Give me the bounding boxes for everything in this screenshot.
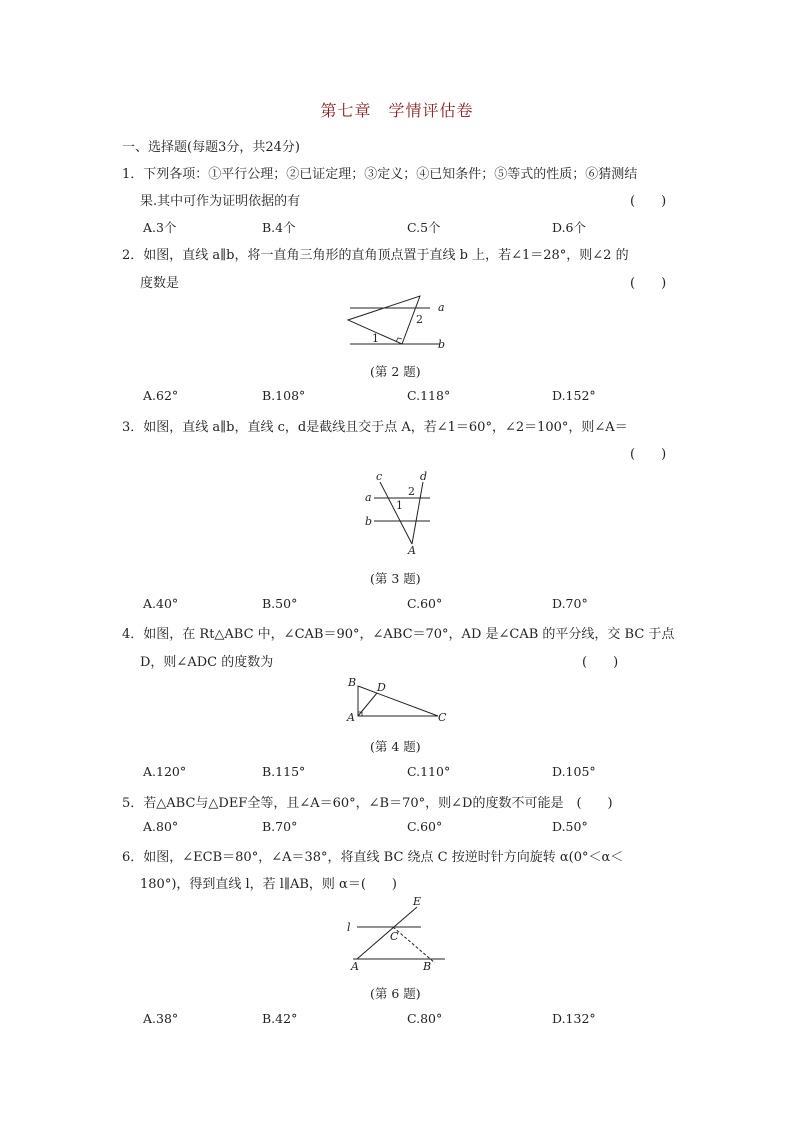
q4-caption: (第 4 题)	[370, 739, 421, 754]
q4-line-1: 4．如图，在 Rt△ABC 中，∠CAB＝90°，∠ABC＝70°，AD 是∠CAB 的平分线，交 BC 于点	[122, 627, 675, 642]
q6-option-d: D.132°	[552, 1011, 596, 1026]
label-C: C	[390, 930, 399, 943]
q2-option-a: A.62°	[143, 388, 179, 403]
q1-line-2: 果.其中可作为证明依据的有	[140, 194, 301, 209]
bisector-ad	[358, 693, 377, 716]
label-E: E	[413, 895, 422, 908]
q6-caption: (第 6 题)	[370, 986, 421, 1001]
q3-figure	[362, 468, 442, 558]
q2-line-1: 2．如图，直线 a∥b，将一直角三角形的直角顶点置于直线 b 上，若∠1＝28°，则∠2 的	[122, 248, 629, 263]
label-1: 1	[396, 499, 403, 512]
q6-line-2: 180°)，得到直线 l，若 l∥AB，则 α＝( )	[140, 877, 397, 892]
q2-option-d: D.152°	[552, 388, 596, 403]
q3-answer-paren: ( )	[630, 447, 667, 462]
label-d: d	[420, 470, 428, 483]
label-A: A	[347, 711, 355, 724]
q2-figure	[342, 292, 462, 352]
label-a: a	[365, 491, 372, 504]
q2-option-c: C.118°	[407, 388, 451, 403]
section-heading: 一、选择题(每题3分，共24分)	[122, 140, 300, 155]
q4-option-c: C.110°	[407, 764, 451, 779]
q6-option-a: A.38°	[143, 1011, 179, 1026]
q3-option-c: C.60°	[407, 596, 443, 611]
label-D: D	[377, 681, 386, 694]
q3-caption: (第 3 题)	[370, 571, 421, 586]
q3-option-b: B.50°	[262, 596, 298, 611]
label-A: A	[351, 960, 359, 973]
q6-option-c: C.80°	[407, 1011, 443, 1026]
q4-line-2: D，则∠ADC 的度数为	[140, 655, 274, 670]
line-cb-dashed	[393, 927, 435, 963]
q3-option-d: D.70°	[552, 596, 588, 611]
q4-option-b: B.115°	[262, 764, 306, 779]
q2-option-b: B.108°	[262, 388, 306, 403]
q1-line-1: 1．下列各项：①平行公理；②已证定理；③定义；④已知条件；⑤等式的性质；⑥猜测结	[122, 167, 638, 182]
right-triangle	[348, 296, 420, 344]
label-2: 2	[408, 485, 415, 498]
q2-answer-paren: ( )	[630, 276, 667, 291]
q4-option-d: D.105°	[552, 764, 596, 779]
q4-answer-paren: ( )	[582, 655, 619, 670]
q5-option-a: A.80°	[143, 819, 179, 834]
q6-option-b: B.42°	[262, 1011, 298, 1026]
q1-answer-paren: ( )	[630, 194, 667, 209]
q3-option-a: A.40°	[143, 596, 179, 611]
q5-line-1: 5．若△ABC与△DEF全等，且∠A＝60°，∠B＝70°，则∠D的度数不可能是 ( )	[122, 796, 613, 811]
q5-option-d: D.50°	[552, 819, 588, 834]
q6-figure	[343, 893, 453, 973]
label-2: 2	[416, 313, 423, 326]
label-c: c	[376, 470, 383, 483]
q5-option-b: B.70°	[262, 819, 298, 834]
q1-option-d: D.6个	[552, 220, 587, 235]
label-A: A	[408, 544, 416, 557]
label-C: C	[438, 711, 447, 724]
q3-line-1: 3．如图，直线 a∥b，直线 c，d是截线且交于点 A，若∠1＝60°，∠2＝100°，则∠A＝	[122, 420, 628, 435]
q6-line-1: 6．如图，∠ECB＝80°，∠A＝38°，将直线 BC 绕点 C 按逆时针方向旋转 α(0°＜α＜	[122, 850, 624, 865]
line-ae	[357, 907, 417, 959]
q4-option-a: A.120°	[143, 764, 187, 779]
q4-figure	[345, 676, 455, 726]
label-b: b	[438, 338, 446, 351]
q2-line-2: 度数是	[140, 276, 180, 291]
label-B: B	[348, 676, 357, 689]
q2-caption: (第 2 题)	[370, 364, 421, 379]
q1-option-a: A.3个	[143, 220, 177, 235]
label-b: b	[365, 515, 373, 528]
page-title: 第七章 学情评估卷	[320, 101, 474, 120]
label-l: l	[347, 921, 351, 934]
label-B: B	[423, 960, 432, 973]
q5-option-c: C.60°	[407, 819, 443, 834]
q1-option-c: C.5个	[407, 220, 441, 235]
label-a: a	[438, 301, 445, 314]
q1-option-b: B.4个	[262, 220, 296, 235]
label-1: 1	[372, 332, 379, 345]
